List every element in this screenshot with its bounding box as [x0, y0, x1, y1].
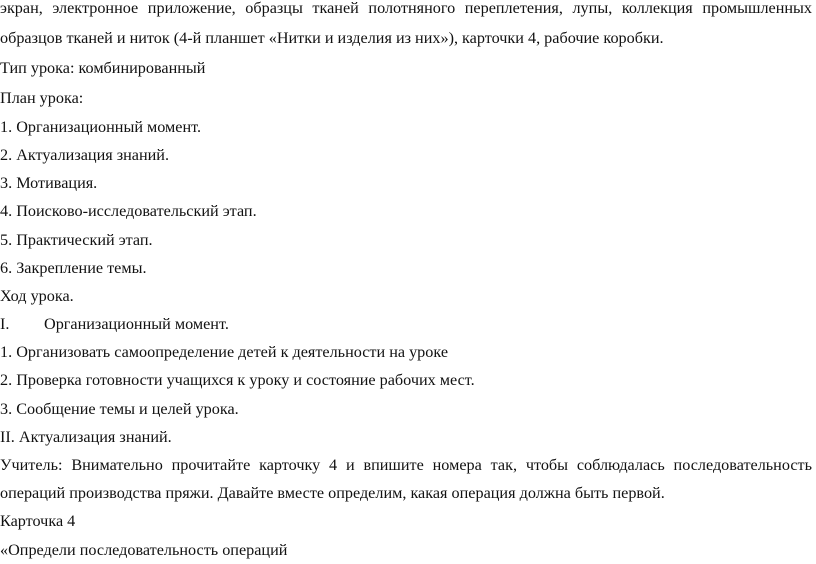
intro-line-2: образцов тканей и ниток (4-й планшет «Нитки и изделия из них»), карточки 4, рабочие коробки.: [0, 29, 664, 48]
teacher-line-1: Учитель: Внимательно прочитайте карточку 4 и впишите номера так, чтобы соблюдалась последовательность: [0, 456, 812, 474]
plan-item: 2. Актуализация знаний.: [0, 145, 170, 164]
section-1-heading: [0, 310, 816, 338]
section-2-heading: II. Актуализация знаний.: [0, 427, 172, 446]
card-task: «Определи последовательность операций: [0, 540, 288, 559]
intro-line-1: экран, электронное приложение, образцы тканей полотняного переплетения, лупы, коллекция промышленных: [0, 0, 812, 17]
section-1-number: I.: [0, 315, 10, 334]
plan-item: 6. Закрепление темы.: [0, 258, 147, 277]
lesson-type: Тип урока: комбинированный: [0, 59, 206, 78]
plan-item: 5. Практический этап.: [0, 230, 153, 249]
plan-item: 1. Организационный момент.: [0, 117, 202, 136]
plan-title: План урока:: [0, 88, 84, 107]
course-title: Ход урока.: [0, 286, 74, 305]
section-1-item: 3. Сообщение темы и целей урока.: [0, 399, 239, 418]
section-1-item: 2. Проверка готовности учащихся к уроку и состояние рабочих мест.: [0, 371, 475, 390]
plan-item: 3. Мотивация.: [0, 174, 98, 193]
teacher-line-2: операций производства пряжи. Давайте вместе определим, какая операция должна быть первой.: [0, 484, 665, 503]
plan-item: 4. Поисково-исследовательский этап.: [0, 202, 257, 221]
card-title: Карточка 4: [0, 512, 76, 531]
section-1-title: Организационный момент.: [44, 315, 229, 334]
section-1-item: 1. Организовать самоопределение детей к деятельности на уроке: [0, 343, 449, 362]
